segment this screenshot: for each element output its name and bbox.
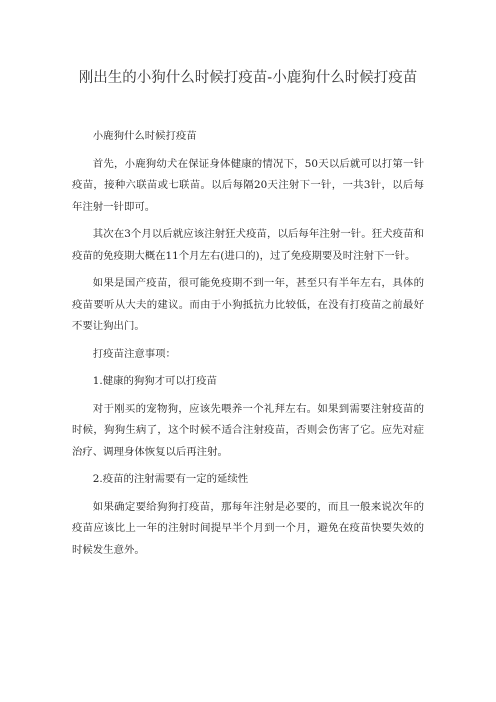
section-heading: 打疫苗注意事项： (92, 347, 176, 360)
body-paragraph: 其次在3个月以后就应该注射狂犬疫苗，以后每年注射一针。狂犬疫苗和疫苗的免疫期大概在11个月左右(进口的)，过了免疫期要及时注射下一针。 (72, 228, 424, 262)
document-title: 刚出生的小狗什么时候打疫苗-小鹿狗什么时候打疫苗 (78, 70, 418, 86)
section-heading: 小鹿狗什么时候打疫苗 (92, 130, 197, 142)
list-item-heading: 2.疫苗的注射需要有一定的延续性 (92, 473, 249, 485)
body-paragraph: 如果确定要给狗狗打疫苗，那每年注射是必要的，而且一般来说次年的疫苗应该比上一年的注射时间提早半个月到一个月，避免在疫苗快要失效的时候发生意外。 (72, 500, 424, 556)
body-paragraph: 对于刚买的宠物狗，应该先喂养一个礼拜左右。如果到需要注射疫苗的时候，狗狗生病了，这个时候不适合注射疫苗，否则会伤害了它。应先对症治疗、调理身体恢复以后再注射。 (72, 402, 424, 458)
list-item-heading: 1.健康的狗狗才可以打疫苗 (92, 375, 218, 387)
body-paragraph: 首先，小鹿狗幼犬在保证身体健康的情况下，50天以后就可以打第一针疫苗，接种六联苗或七联苗。以后每隔20天注射下一针，一共3针，以后每年注射一针即可。 (72, 157, 424, 213)
body-paragraph: 如果是国产疫苗，很可能免疫期不到一年，甚至只有半年左右，具体的疫苗要听从大夫的建议。而由于小狗抵抗力比较低，在没有打疫苗之前最好不要让狗出门。 (72, 277, 424, 332)
